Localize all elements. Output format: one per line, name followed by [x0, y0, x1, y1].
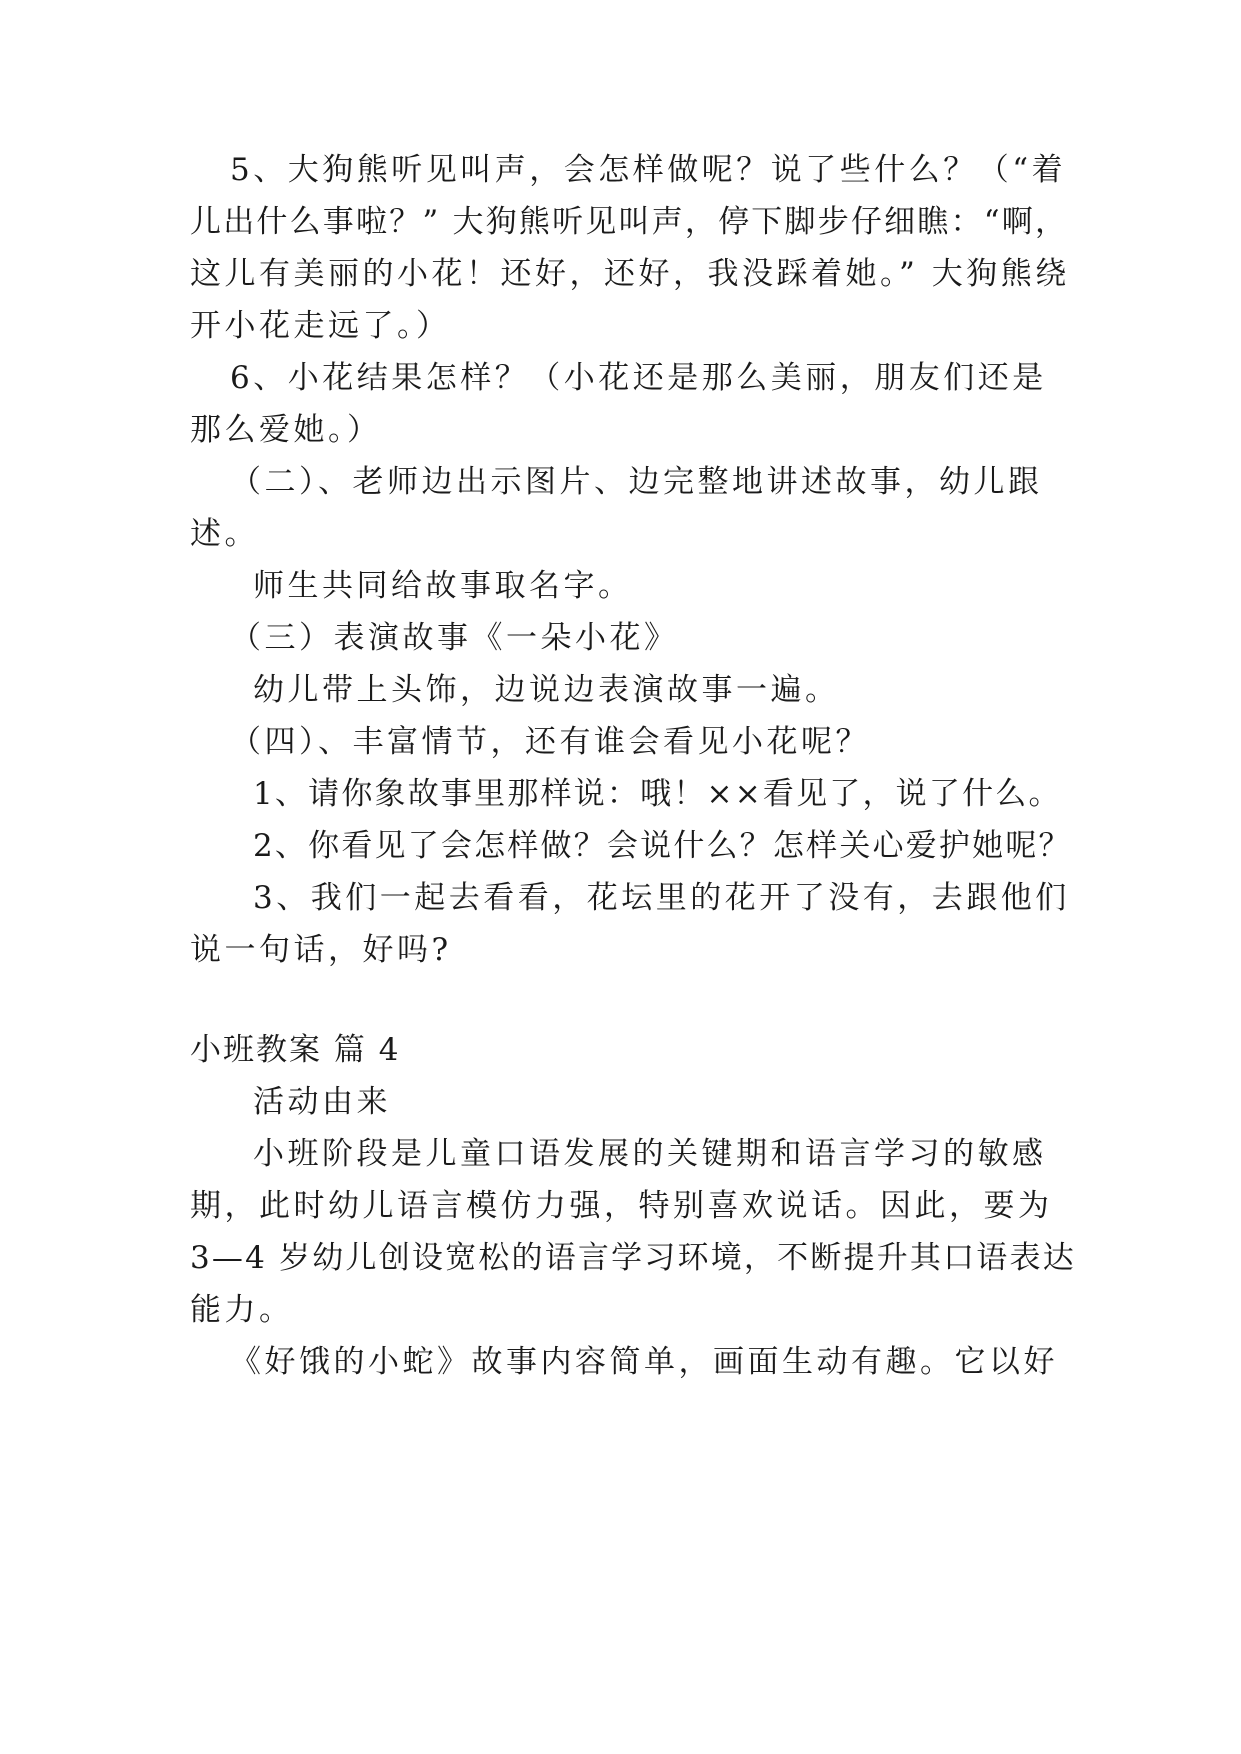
paragraph-line: （三）表演故事《一朵小花》: [230, 620, 679, 656]
paragraph-line: 小班阶段是儿童口语发展的关键期和语言学习的敏感: [253, 1136, 1047, 1172]
paragraph-line: （二）、老师边出示图片、边完整地讲述故事，幼儿跟: [230, 464, 1043, 500]
section-heading: 小班教案 篇 4: [190, 1032, 401, 1068]
subsection-heading: 活动由来: [253, 1084, 391, 1120]
paragraph-line: 5、大狗熊听见叫声，会怎样做呢？说了些什么？（“着: [230, 152, 1067, 188]
paragraph-line: 3—4 岁幼儿创设宽松的语言学习环境，不断提升其口语表达: [190, 1240, 1076, 1276]
paragraph-line: 开小花走远了。）: [190, 308, 451, 344]
paragraph-line: 期，此时幼儿语言模仿力强，特别喜欢说话。因此，要为: [190, 1188, 1053, 1224]
paragraph-line: 述。: [190, 516, 259, 552]
paragraph-line: 6、小花结果怎样？（小花还是那么美丽，朋友们还是: [230, 360, 1047, 396]
paragraph-line: 《好饿的小蛇》故事内容简单，画面生动有趣。它以好: [230, 1344, 1058, 1380]
paragraph-line: 1、请你象故事里那样说：哦！××看见了，说了什么。: [253, 776, 1062, 812]
paragraph-line: 能力。: [190, 1292, 294, 1328]
paragraph-line: （四）、丰富情节，还有谁会看见小花呢？: [230, 724, 870, 760]
paragraph-line: 幼儿带上头饰，边说边表演故事一遍。: [253, 672, 840, 708]
paragraph-line: 师生共同给故事取名字。: [253, 568, 633, 604]
paragraph-line: 2、你看见了会怎样做？会说什么？怎样关心爱护她呢？: [253, 828, 1072, 864]
paragraph-line: 儿出什么事啦？” 大狗熊听见叫声，停下脚步仔细瞧：“啊，: [190, 204, 1069, 240]
paragraph-line: 这儿有美丽的小花！还好，还好，我没踩着她。” 大狗熊绕: [190, 256, 1070, 292]
paragraph-line: 3、我们一起去看看，花坛里的花开了没有，去跟他们: [253, 880, 1070, 916]
paragraph-line: 那么爱她。）: [190, 412, 382, 448]
paragraph-line: 说一句话，好吗?: [190, 932, 452, 968]
